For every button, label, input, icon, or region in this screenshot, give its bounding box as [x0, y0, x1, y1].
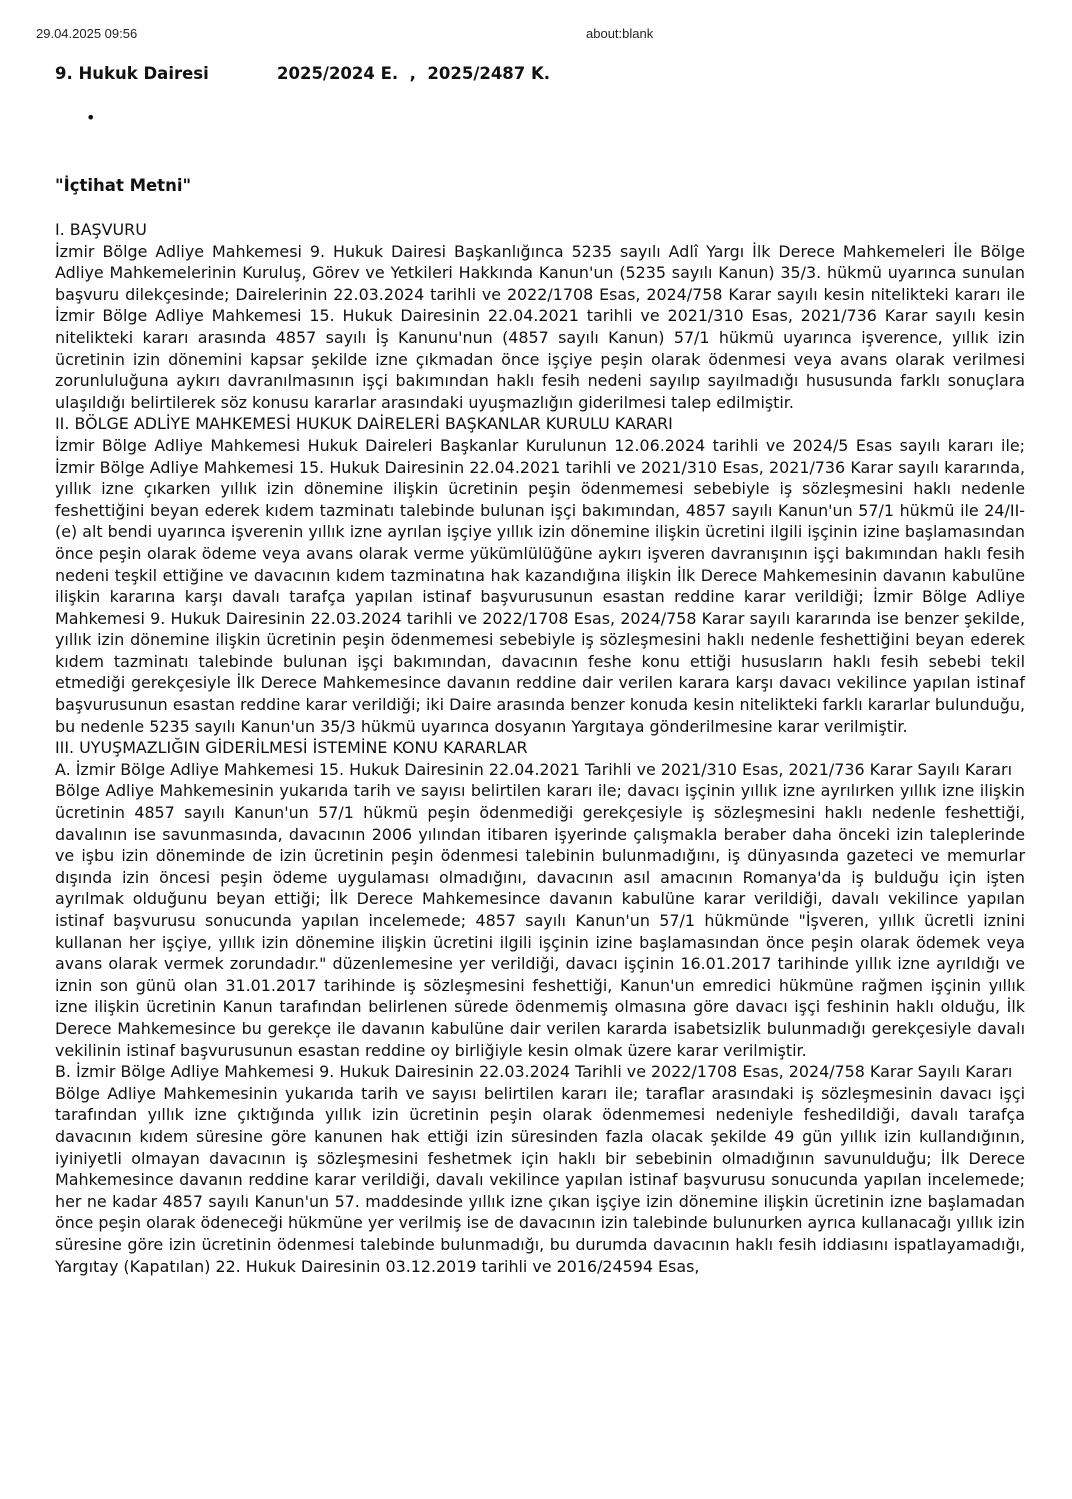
- section-body-basvuru: İzmir Bölge Adliye Mahkemesi 9. Hukuk Dairesi Başkanlığınca 5235 sayılı Adlî Yargı İlk Derece Mahkemeleri İle Bölge Adliye Mahkemelerinin Kuruluş, Görev ve Yetkileri Hakkında Kanun'un (5235 sayılı Kanun) 35/3. hükmü uyarınca sunulan başvuru dilekçesinde; Dairelerinin 22.03.2024 tarihli ve 2022/1708 Esas, 2024/758 Karar sayılı kesin nitelikteki kararı ile İzmir Bölge Adliye Mahkemesi 15. Hukuk Dairesinin 22.04.2021 tarihli ve 2021/310 Esas, 2021/736 Karar sayılı kesin nitelikteki kararı arasında 4857 sayılı İş Kanunu'nun (4857 sayılı Kanun) 57/1 hükmü uyarınca işverence, yıllık izin ücretinin izin dönemini kapsar şekilde izne çıkmadan önce işçiye peşin olarak ödenmesi veya avans olarak verilmesi zorunluluğuna aykırı davranılmasının işçi bakımından haklı fesih nedeni sayılıp sayılmadığı hususunda farklı sonuçlara ulaşıldığı belirtilerek söz konusu kararlar arasındaki uyuşmazlığın giderilmesi talep edilmiştir.: [55, 241, 1025, 412]
- section-body-baskanlar-kurulu: İzmir Bölge Adliye Mahkemesi Hukuk Daireleri Başkanlar Kurulunun 12.06.2024 tarihli ve 2024/5 Esas sayılı kararı ile; İzmir Bölge Adliye Mahkemesi 15. Hukuk Dairesinin 22.04.2021 tarihli ve 2021/310 Esas, 2021/736 Karar sayılı kararında, yıllık izne çıkarken yıllık izin dönemine ilişkin ücretinin peşin ödenmemesi sebebiyle iş sözleşmesini haklı nedenle feshettiğini beyan ederek kıdem tazminatı talebinde bulunan işçi bakımından, 4857 sayılı Kanun'un 57/1 hükmü ile 24/II-(e) alt bendi uyarınca işverenin yıllık izne ayrılan işçiye yıllık izin dönemine ilişkin ücretini ilgili işçinin izine başlamasından önce peşin olarak ödeme veya avans olarak verme yükümlülüğüne aykırı işveren davranışının işçi bakımından haklı fesih nedeni teşkil ettiğine ve davacının kıdem tazminatına hak kazandığına ilişkin İlk Derece Mahkemesinin davanın kabulüne ilişkin kararına karşı davalı tarafça yapılan istinaf başvurusunun esastan reddine karar verildiği; İzmir Bölge Adliye Mahkemesi 9. Hukuk Dairesinin 22.03.2024 tarihli ve 2022/1708 Esas, 2024/758 Karar sayılı kararında ise benzer şekilde, yıllık izin dönemine ilişkin ücretinin peşin ödenmemesi sebebiyle iş sözleşmesini haklı nedenle feshettiğini beyan ederek kıdem tazminatı talebinde bulunan işçi bakımından, davacının feshe konu ettiği hususların haklı fesih sebebi tekil etmediği gerekçesiyle İlk Derece Mahkemesince davanın reddine dair verilen karara karşı davacı vekilince yapılan istinaf başvurusunun esastan reddine karar verildiği; iki Daire arasında benzer konuda kesin nitelikteki farklı kararlar bulunduğu, bu nedenle 5235 sayılı Kanun'un 35/3 hükmü uyarınca dosyanın Yargıtaya gönderilmesine karar verilmiştir.: [55, 435, 1025, 736]
- section-title-baskanlar-kurulu: II. BÖLGE ADLİYE MAHKEMESİ HUKUK DAİRELERİ BAŞKANLAR KURULU KARARI: [55, 414, 673, 434]
- subsection-title-b: B. İzmir Bölge Adliye Mahkemesi 9. Hukuk Dairesinin 22.03.2024 Tarihli ve 2022/1708 Esas, 2024/758 Karar Sayılı Kararı: [55, 1062, 1013, 1082]
- print-header: [0, 26, 1072, 46]
- bullet-point: •: [86, 108, 96, 127]
- case-numbers: 2025/2024 E. , 2025/2487 K.: [277, 64, 551, 83]
- subsection-body-a: Bölge Adliye Mahkemesinin yukarıda tarih ve sayısı belirtilen kararı ile; davacı işçinin yıllık izne ayrılırken yıllık izne ilişkin ücretinin 4857 sayılı Kanun'un 57/1 hükmü peşin ödenmediği gerekçesiyle iş sözleşmesini haklı nedenle feshettiği, davalının ise savunmasında, davacının 2006 yılından itibaren işyerinde çalışmakla beraber daha önceki izin taleplerinde ve işbu izin döneminde de izin ücretinin peşin ödenmesi talebinin bulunmadığını, iş dünyasında gazeteci ve memurlar dışında izin öncesi peşin ödeme uygulaması olmadığını, davacının asıl amacının Romanya'da iş bulduğu için işten ayrılmak olduğunu beyan ettiği; İlk Derece Mahkemesince davanın kabulüne karar verildiği, davalı vekilince yapılan istinaf başvurusu sonucunda yapılan incelemede; 4857 sayılı Kanun'un 57/1 hükmünde "İşveren, yıllık ücretli iznini kullanan her işçiye, yıllık izin dönemine ilişkin ücretini ilgili işçinin izine başlamasından önce peşin olarak ödemek veya avans olarak vermek zorundadır." düzenlemesine yer verildiği, davacı işçinin 16.01.2017 tarihinde yıllık izne ayrıldığı ve iznin son günü olan 31.01.2017 tarihinde iş sözleşmesini feshettiği, Kanun'un emredici hükmüne rağmen işçinin yıllık izne ilişkin ücretinin Kanun tarafından belirlenen sürede ödenmemiş olmasına göre davacı işçi feshinin haklı olduğu, İlk Derece Mahkemesince bu gerekçe ile davanın kabulüne dair verilen kararda isabetsizlik bulunmadığı gerekçesiyle davalı vekilinin istinaf başvurusunun esastan reddine oy birliğiyle kesin olmak üzere karar verilmiştir.: [55, 781, 1025, 1060]
- chamber-name: 9. Hukuk Dairesi: [55, 64, 209, 83]
- print-url: about:blank: [586, 26, 654, 41]
- document-heading: [55, 64, 550, 83]
- subsection-body-b: Bölge Adliye Mahkemesinin yukarıda tarih ve sayısı belirtilen kararı ile; taraflar arasındaki iş sözleşmesinin davacı işçi tarafından yıllık izne çıktığında yıllık izin ücretinin peşin olarak ödenmemesi nedeniyle feshedildiği, davalı tarafça davacının kıdem süresine göre kanunen hak ettiği izin süresinden fazla olacak şekilde 49 gün yıllık izin kullandığının, iyiniyetli olmayan davacının iş sözleşmesini feshetmek için haklı bir sebebinin olmadığının savunulduğu; İlk Derece Mahkemesince davanın reddine karar verildiği, davalı vekilince yapılan istinaf başvurusu sonucunda yapılan incelemede; her ne kadar 4857 sayılı Kanun'un 57. maddesinde yıllık izne çıkan işçiye izin dönemine ilişkin ücretinin izne başlamadan önce peşin olarak ödeneceği hükmüne yer verilmiş ise de davacının izin talebinde bulunurken ayrıca kullanacağı yıllık izin süresine göre izin ücretinin ödenmesi talebinde bulunmadığı, bu durumda davacının haklı fesih iddiasını ispatlayamadığı, Yargıtay (Kapatılan) 22. Hukuk Dairesinin 03.12.2019 tarihli ve 2016/24594 Esas,: [55, 1083, 1025, 1276]
- document-title: "İçtihat Metni": [55, 176, 192, 195]
- print-datetime: 29.04.2025 09:56: [36, 26, 138, 41]
- section-title-uyusmazlik: III. UYUŞMAZLIĞIN GİDERİLMESİ İSTEMİNE KONU KARARLAR: [55, 738, 528, 758]
- subsection-title-a: A. İzmir Bölge Adliye Mahkemesi 15. Hukuk Dairesinin 22.04.2021 Tarihli ve 2021/310 Esas, 2021/736 Karar Sayılı Kararı: [55, 759, 1012, 779]
- document-body: [55, 219, 1025, 1277]
- section-title-basvuru: I. BAŞVURU: [55, 220, 147, 239]
